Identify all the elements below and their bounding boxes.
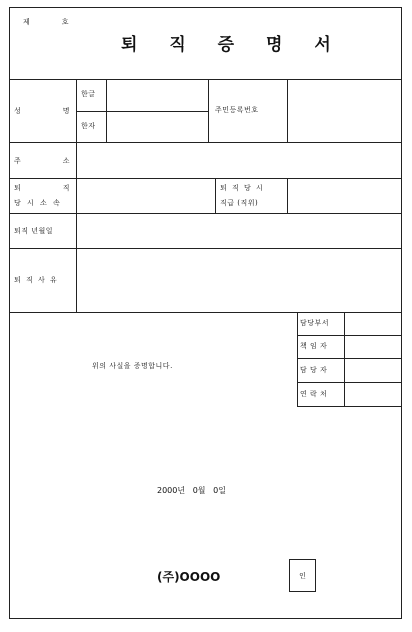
- divider: [208, 79, 209, 142]
- department-label-part: 직: [62, 184, 70, 192]
- contact-row-label: 담 당 자: [300, 366, 328, 374]
- name-hangul-label: 한글: [81, 90, 96, 98]
- document-number-label-prefix: 제: [23, 18, 31, 26]
- department-label-part: 퇴: [14, 184, 22, 192]
- name-label-part: 명: [62, 107, 70, 115]
- name-hanja-label: 한자: [81, 122, 96, 130]
- address-label-part: 소: [62, 157, 70, 165]
- divider: [297, 312, 298, 407]
- contact-value-field[interactable]: [345, 336, 401, 357]
- department-field[interactable]: [77, 179, 214, 212]
- position-field[interactable]: [288, 179, 401, 212]
- contact-row-label: 담당부서: [300, 319, 330, 327]
- contact-value-field[interactable]: [345, 313, 401, 334]
- issue-date: 2000년 0월 0일: [157, 486, 226, 495]
- department-label-line1: [14, 184, 70, 193]
- contact-value-field[interactable]: [345, 383, 401, 405]
- document-number-label-suffix: 호: [61, 18, 69, 26]
- retirement-date-field[interactable]: [77, 214, 401, 247]
- name-label: [14, 107, 70, 116]
- address-label: [14, 157, 70, 166]
- seal-box: [289, 559, 316, 592]
- divider: [297, 406, 402, 407]
- certification-statement: 위의 사실을 증명합니다.: [92, 362, 173, 370]
- divider: [215, 178, 216, 213]
- retirement-date-label: 퇴직 년월일: [14, 227, 54, 235]
- contact-row-label: 책 임 자: [300, 342, 328, 350]
- position-label-line2: 직급 (직위): [220, 199, 259, 207]
- department-label-line2: 당 시 소 속: [14, 199, 62, 207]
- company-name: (주)OOOO: [157, 570, 221, 584]
- address-field[interactable]: [77, 143, 401, 177]
- page-title: 퇴 직 증 명 서: [121, 35, 344, 55]
- name-hangul-field[interactable]: [107, 80, 207, 110]
- resident-number-field[interactable]: [288, 80, 401, 141]
- contact-value-field[interactable]: [345, 359, 401, 381]
- document-number-label: [23, 18, 69, 27]
- retirement-reason-field[interactable]: [77, 249, 401, 311]
- name-hanja-field[interactable]: [107, 112, 207, 141]
- resident-number-label: 주민등록번호: [215, 106, 259, 114]
- contact-row-label: 연 락 처: [300, 390, 328, 398]
- address-label-part: 주: [14, 157, 22, 165]
- name-label-part: 성: [14, 107, 22, 115]
- seal-label: 인: [299, 571, 306, 580]
- position-label-line1: 퇴 직 당 시: [220, 184, 265, 192]
- retirement-reason-label: 퇴 직 사 유: [14, 276, 59, 284]
